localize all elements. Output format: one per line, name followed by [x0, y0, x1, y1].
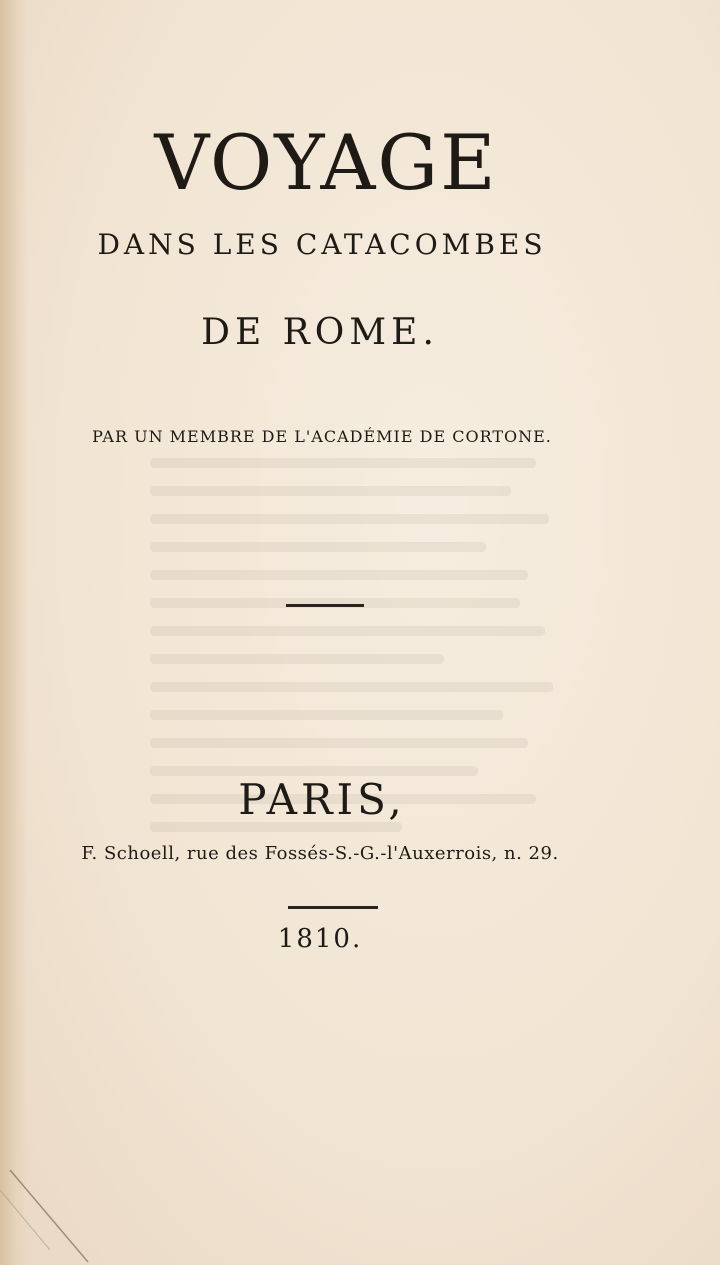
book-title: VOYAGE	[154, 118, 498, 207]
subtitle-line-2: DE ROME.	[201, 312, 439, 353]
imprint-publisher: F. Schoell, rue des Fossés-S.-G.-l'Auxerrois, n. 29.	[81, 843, 559, 864]
author-line: PAR UN MEMBRE DE L'ACADÉMIE DE CORTONE.	[92, 427, 552, 446]
page-crease-mark	[0, 1150, 120, 1265]
imprint-city: PARIS,	[238, 775, 406, 824]
divider-rule-2	[288, 906, 378, 909]
bleed-through-text	[150, 440, 570, 980]
subtitle-line-1: DANS LES CATACOMBES	[97, 228, 547, 261]
divider-rule	[286, 604, 364, 607]
publication-year: 1810.	[277, 924, 363, 954]
